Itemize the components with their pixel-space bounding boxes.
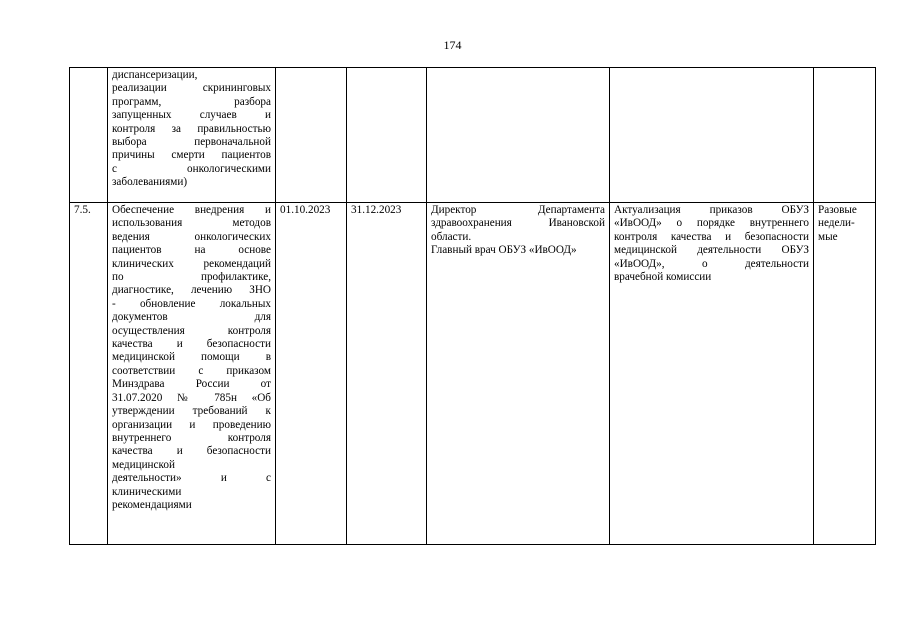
cell-text-line: области. [431,230,472,243]
cell-text-line: Обеспечение внедрения и [112,204,271,216]
table-row [70,68,876,203]
cell-result [610,203,814,545]
cell-text-line: заболеваниями) [112,176,188,189]
cell-text-line: медицинской помощи в [112,351,271,364]
cell-number: 7.5. [70,203,108,545]
cell-text-line: медицинской [112,458,175,471]
cell-text-line: «ИвООД» о порядке внутреннего [614,217,809,230]
cell-text-line: клиническими [112,485,182,498]
cell-text-line: качества и безопасности [112,445,271,458]
cell-text-line: контроля качества и безопасности [614,230,809,243]
cell-text-line: утверждении требований к [112,405,271,418]
cell-text-line: осуществления контроля [112,324,271,337]
cell-text-line: рекомендациями [112,498,192,511]
cell-text-line: причины смерти пациентов [112,149,271,162]
cell-text-line: по профилактике, [112,271,271,284]
cell-responsible [427,68,610,203]
cell-text-line: документов для [112,311,271,324]
cell-text-line: реализации скрининговых [112,82,271,95]
cell-text-line: Главный врач ОБУЗ «ИвООД» [431,244,577,257]
cell-text-line: медицинской деятельности ОБУЗ [614,244,809,257]
cell-text-line: Актуализация приказов ОБУЗ [614,204,809,216]
cell-text-line: «ИвООД», о деятельности [614,257,809,270]
cell-event [108,203,276,545]
cell-text-line: ведения онкологических [112,230,271,243]
cell-text-line: с онкологическими [112,162,271,175]
cell-frequency [814,68,876,203]
cell-text-line: диагностике, лечению ЗНО [112,284,271,297]
cell-text-line: - обновление локальных [112,297,271,310]
cell-text-line: клинических рекомендаций [112,257,271,270]
cell-text-line: внутреннего контроля [112,431,271,444]
table-row [70,203,876,545]
cell-text-line: Минздрава России от [112,378,271,391]
cell-text-line: качества и безопасности [112,338,271,351]
cell-text-line: программ, разбора [112,95,271,108]
cell-start-date: 01.10.2023 [276,203,347,545]
cell-end-date: 31.12.2023 [347,203,427,545]
cell-end-date [347,68,427,203]
cell-text-line: диспансеризации, [112,69,198,81]
cell-text-line: пациентов на основе [112,244,271,257]
cell-event [108,68,276,203]
cell-text-line: выбора первоначальной [112,136,271,149]
plan-table [69,67,876,545]
cell-start-date [276,68,347,203]
cell-text-line: запущенных случаев и [112,109,271,122]
cell-text-line: контроля за правильностью [112,122,271,135]
cell-text-line: недели- [818,217,855,230]
cell-text-line: организации и проведению [112,418,271,431]
cell-frequency [814,203,876,545]
cell-result [610,68,814,203]
cell-text-line: врачебной комиссии [614,271,712,284]
cell-text-line: 31.07.2020 № 785н «Об [112,391,271,404]
cell-text-line: мые [818,230,838,243]
cell-text-line: Директор Департамента [431,204,605,216]
cell-text-line: использования методов [112,217,271,230]
cell-responsible [427,203,610,545]
cell-text-line: соответствии с приказом [112,364,271,377]
cell-text-line: здравоохранения Ивановской [431,217,605,230]
cell-number [70,68,108,203]
page-number: 174 [443,38,462,52]
cell-text-line: Разовые [818,204,857,216]
cell-text-line: деятельности» и с [112,472,271,485]
